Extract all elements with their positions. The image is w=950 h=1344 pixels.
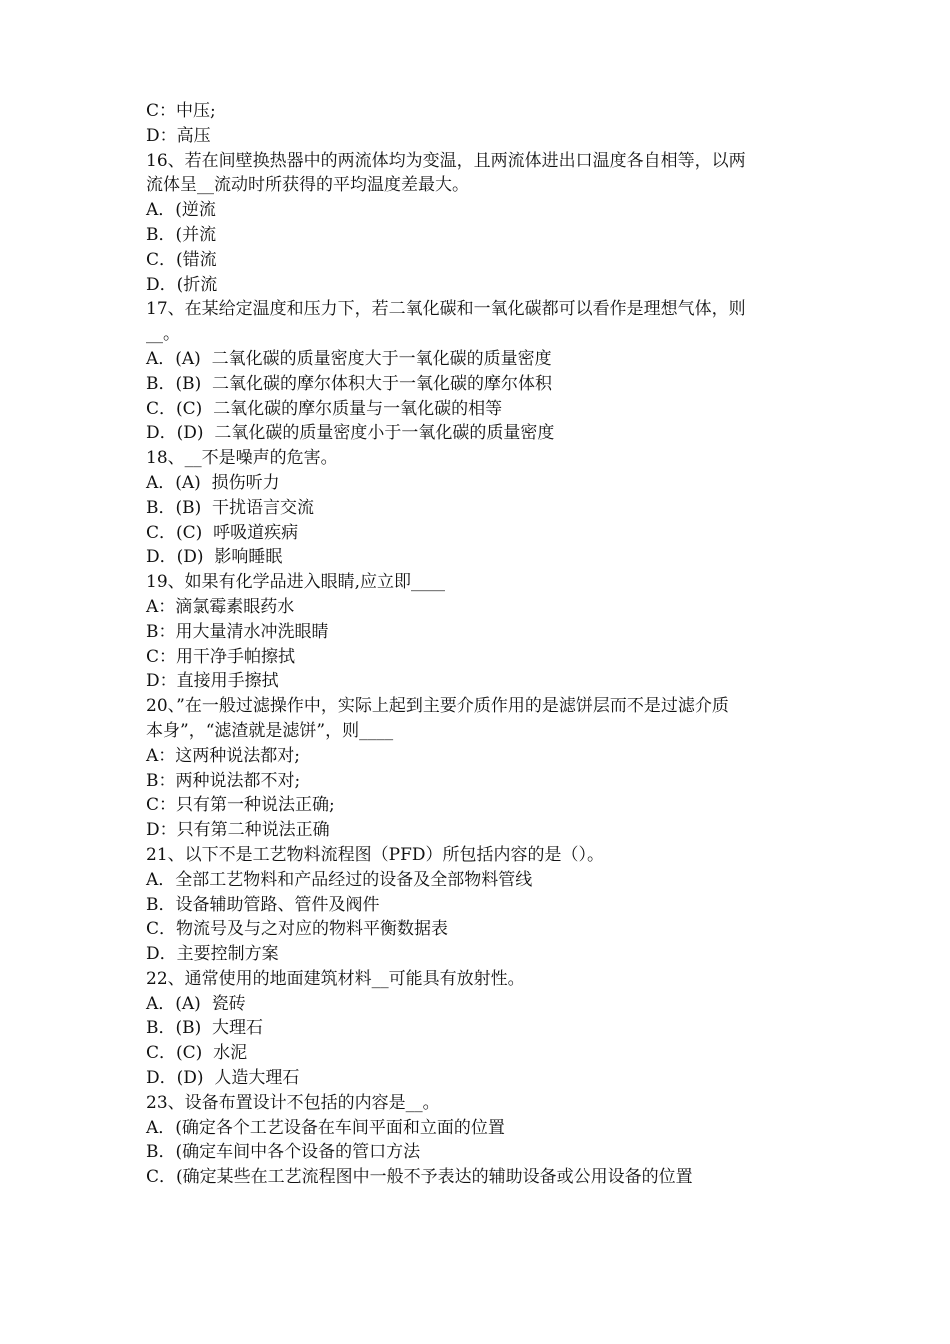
question-16-stem: 16、若在间壁换热器中的两流体均为变温，且两流体进出口温度各自相等，以两 xyxy=(146,150,746,171)
option-line: D．(D) 二氧化碳的质量密度小于一氧化碳的质量密度 xyxy=(146,423,555,444)
question-19-stem: 19、如果有化学品进入眼睛,应立即____ xyxy=(146,572,446,593)
option-line: C．(确定某些在工艺流程图中一般不予表达的辅助设备或公用设备的位置 xyxy=(146,1167,693,1188)
option-line: D：只有第二种说法正确 xyxy=(146,820,330,841)
option-line: D：直接用手擦拭 xyxy=(146,671,279,692)
option-line: A．(确定各个工艺设备在车间平面和立面的位置 xyxy=(146,1117,505,1138)
question-23-stem: 23、设备布置设计不包括的内容是__。 xyxy=(146,1092,440,1113)
option-line: A．(逆流 xyxy=(146,200,216,221)
option-line: D．(折流 xyxy=(146,274,218,295)
option-line: C．(C) 水泥 xyxy=(146,1043,248,1064)
option-line: C．(C) 呼吸道疾病 xyxy=(146,522,299,543)
option-line: B：两种说法都不对; xyxy=(146,770,301,791)
option-line: A：这两种说法都对; xyxy=(146,745,301,766)
option-line: D．(D) 影响睡眠 xyxy=(146,547,283,568)
question-17-stem: 17、在某给定温度和压力下，若二氧化碳和一氧化碳都可以看作是理想气体，则 xyxy=(146,299,746,320)
option-line: D．(D) 人造大理石 xyxy=(146,1068,300,1089)
question-18-stem: 18、__不是噪声的危害。 xyxy=(146,448,338,469)
option-line: B．(B) 干扰语言交流 xyxy=(146,497,315,518)
question-21-stem: 21、以下不是工艺物料流程图（PFD）所包括内容的是（）。 xyxy=(146,844,604,865)
text-line: C：中压; xyxy=(146,101,216,121)
question-17-stem-cont: __。 xyxy=(146,324,180,345)
option-line: B．设备辅助管路、管件及阀件 xyxy=(146,894,380,915)
question-22-stem: 22、通常使用的地面建筑材料__可能具有放射性。 xyxy=(146,968,525,989)
option-line: B．(确定车间中各个设备的管口方法 xyxy=(146,1142,421,1163)
option-line: A．(A) 瓷砖 xyxy=(146,993,246,1014)
option-line: C．(C) 二氧化碳的摩尔质量与一氧化碳的相等 xyxy=(146,398,503,419)
document-body xyxy=(146,99,814,1190)
text-line: D：高压 xyxy=(146,125,211,146)
option-line: A．(A) 损伤听力 xyxy=(146,472,280,493)
option-line: C：用干净手帕擦拭 xyxy=(146,646,296,667)
option-line: D．主要控制方案 xyxy=(146,944,279,965)
question-20-stem-cont: 本身”，“滤渣就是滤饼”，则____ xyxy=(146,720,394,741)
option-line: A．全部工艺物料和产品经过的设备及全部物料管线 xyxy=(146,869,533,890)
option-line: B．(并流 xyxy=(146,224,217,245)
option-line: C：只有第一种说法正确; xyxy=(146,795,335,816)
option-line: B．(B) 二氧化碳的摩尔体积大于一氧化碳的摩尔体积 xyxy=(146,373,553,394)
option-line: A．(A) 二氧化碳的质量密度大于一氧化碳的质量密度 xyxy=(146,348,552,369)
option-line: B：用大量清水冲洗眼睛 xyxy=(146,621,329,642)
question-16-stem-cont: 流体呈__流动时所获得的平均温度差最大。 xyxy=(146,175,469,196)
option-line: C．(错流 xyxy=(146,249,217,270)
option-line: A：滴氯霉素眼药水 xyxy=(146,596,295,617)
question-20-stem: 20、”在一般过滤操作中，实际上起到主要介质作用的是滤饼层而不是过滤介质 xyxy=(146,696,729,717)
option-line: B．(B) 大理石 xyxy=(146,1018,264,1039)
option-line: C．物流号及与之对应的物料平衡数据表 xyxy=(146,919,449,940)
